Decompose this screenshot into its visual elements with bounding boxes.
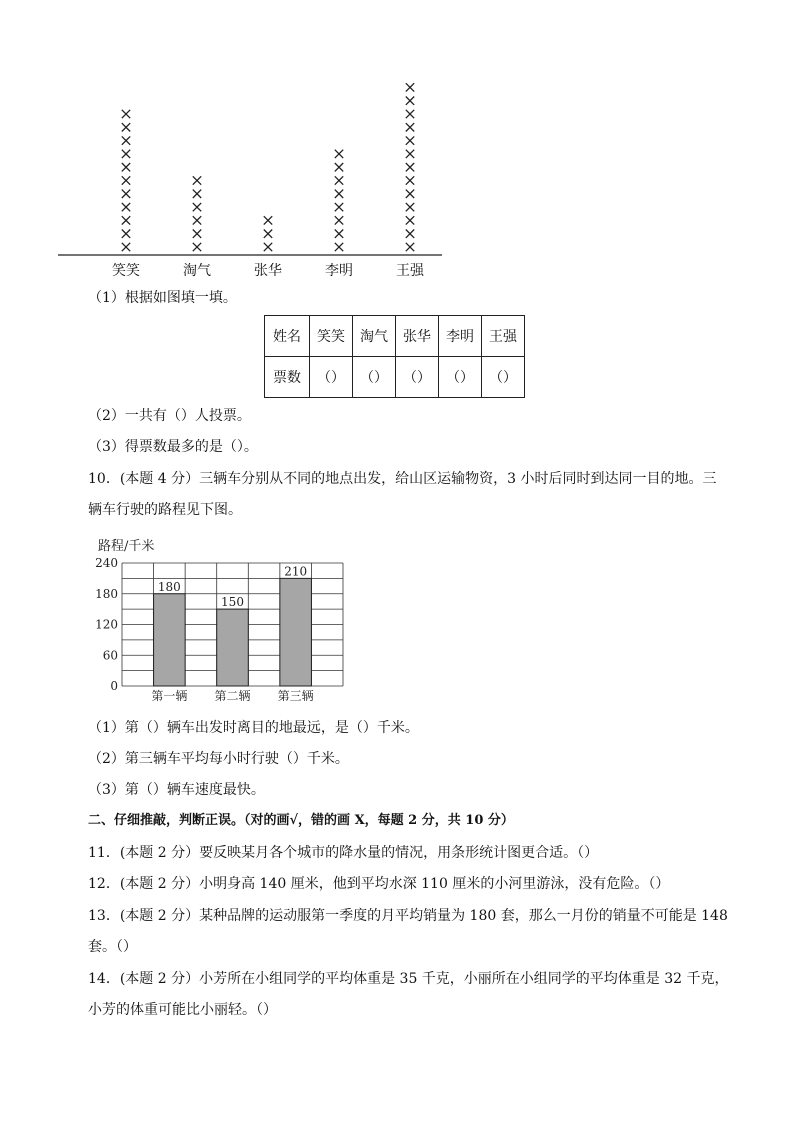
vote-mark (193, 176, 201, 184)
q10-sub1: （1）第（）辆车出发时离目的地最远，是（）千米。 (88, 720, 419, 736)
pictograph-name-label: 张华 (254, 263, 282, 279)
q13-line1: 13．(本题 2 分）某种品牌的运动服第一季度的月平均销量为 180 套，那么一月份的销量不可能是 148 (88, 908, 728, 924)
vote-mark (122, 123, 130, 131)
vote-mark (264, 230, 272, 238)
table-cell: 张华 (396, 316, 439, 357)
vote-mark (406, 97, 414, 105)
vote-mark (122, 176, 130, 184)
x-tick-label: 第一辆 (151, 689, 188, 703)
table-row (265, 316, 525, 357)
vote-mark (406, 190, 414, 198)
section2-heading: 二、仔细推敲，判断正误。（对的画√，错的画 X，每题 2 分，共 10 分） (88, 813, 514, 828)
q10-line2: 辆车行驶的路程见下图。 (88, 502, 242, 518)
vote-mark (193, 230, 201, 238)
vote-mark (406, 110, 414, 118)
q9-sub1: （1）根据如图填一填。 (88, 290, 237, 306)
x-tick-label: 第二辆 (214, 689, 251, 703)
vote-mark (335, 176, 343, 184)
table-cell: 李明 (439, 316, 482, 357)
q12: 12．(本题 2 分）小明身高 140 厘米，他到平均水深 110 厘米的小河里游泳，没有危险。（） (88, 876, 670, 892)
vote-mark (122, 203, 130, 211)
vote-mark (193, 190, 201, 198)
vote-mark (335, 243, 343, 251)
table-cell: （） (353, 357, 396, 398)
vote-mark (193, 216, 201, 224)
q13-line2: 套。（） (88, 939, 137, 955)
vote-pictograph (56, 78, 446, 288)
q14-line1: 14．(本题 2 分）小芳所在小组同学的平均体重是 35 千克，小丽所在小组同学的平均体重是 32 千克， (88, 971, 729, 987)
vote-mark (335, 203, 343, 211)
vote-mark (335, 150, 343, 158)
distance-bar-chart (92, 534, 362, 710)
bar (217, 609, 249, 686)
table-cell: （） (396, 357, 439, 398)
vote-mark (406, 243, 414, 251)
table-cell: 淘气 (353, 316, 396, 357)
vote-mark (335, 190, 343, 198)
bar-data-label: 210 (284, 564, 308, 579)
y-tick-label: 60 (102, 648, 118, 663)
x-tick-label: 第三辆 (277, 689, 314, 703)
vote-mark (122, 150, 130, 158)
bar (154, 594, 186, 686)
pictograph-name-label: 笑笑 (112, 263, 140, 279)
q10-sub3: （3）第（）辆车速度最快。 (88, 782, 265, 798)
q10-line1: 10．(本题 4 分）三辆车分别从不同的地点出发，给山区运输物资，3 小时后同时到达同一目的地。三 (88, 471, 717, 487)
vote-mark (335, 230, 343, 238)
pictograph-name-label: 王强 (396, 263, 424, 279)
table-cell: 王强 (482, 316, 525, 357)
vote-table (264, 315, 525, 398)
vote-mark (193, 243, 201, 251)
vote-mark (406, 83, 414, 91)
vote-mark (406, 216, 414, 224)
q14-line2: 小芳的体重可能比小丽轻。（） (88, 1002, 277, 1018)
chart-ylabel: 路程/千米 (98, 539, 155, 554)
vote-mark (406, 203, 414, 211)
vote-mark (122, 216, 130, 224)
bar-data-label: 180 (157, 579, 181, 594)
vote-mark (335, 163, 343, 171)
vote-mark (193, 203, 201, 211)
table-row (265, 357, 525, 398)
table-cell: 票数 (265, 357, 310, 398)
vote-mark (406, 176, 414, 184)
vote-mark (264, 243, 272, 251)
y-tick-label: 240 (95, 556, 118, 570)
vote-mark (335, 216, 343, 224)
vote-mark (122, 163, 130, 171)
table-cell: （） (439, 357, 482, 398)
q9-sub2: （2）一共有（）人投票。 (88, 408, 251, 424)
vote-mark (122, 230, 130, 238)
pictograph-name-label: 淘气 (183, 263, 211, 279)
vote-mark (406, 123, 414, 131)
vote-mark (122, 110, 130, 118)
vote-mark (122, 190, 130, 198)
table-cell: 姓名 (265, 316, 310, 357)
vote-mark (406, 150, 414, 158)
y-tick-label: 0 (110, 679, 118, 693)
pictograph-name-label: 李明 (325, 263, 353, 279)
vote-mark (406, 163, 414, 171)
vote-mark (406, 230, 414, 238)
table-cell: （） (310, 357, 353, 398)
y-tick-label: 180 (95, 586, 118, 601)
table-cell: 笑笑 (310, 316, 353, 357)
q11: 11．(本题 2 分）要反映某月各个城市的降水量的情况，用条形统计图更合适。（） (88, 845, 599, 861)
table-cell: （） (482, 357, 525, 398)
bar (280, 578, 312, 686)
vote-mark (406, 136, 414, 144)
vote-mark (122, 243, 130, 251)
vote-mark (122, 136, 130, 144)
q10-sub2: （2）第三辆车平均每小时行驶（）千米。 (88, 751, 349, 767)
y-tick-label: 120 (95, 617, 118, 632)
q9-sub3: （3）得票数最多的是（）。 (88, 439, 258, 455)
bar-data-label: 150 (221, 595, 244, 610)
vote-mark (264, 216, 272, 224)
